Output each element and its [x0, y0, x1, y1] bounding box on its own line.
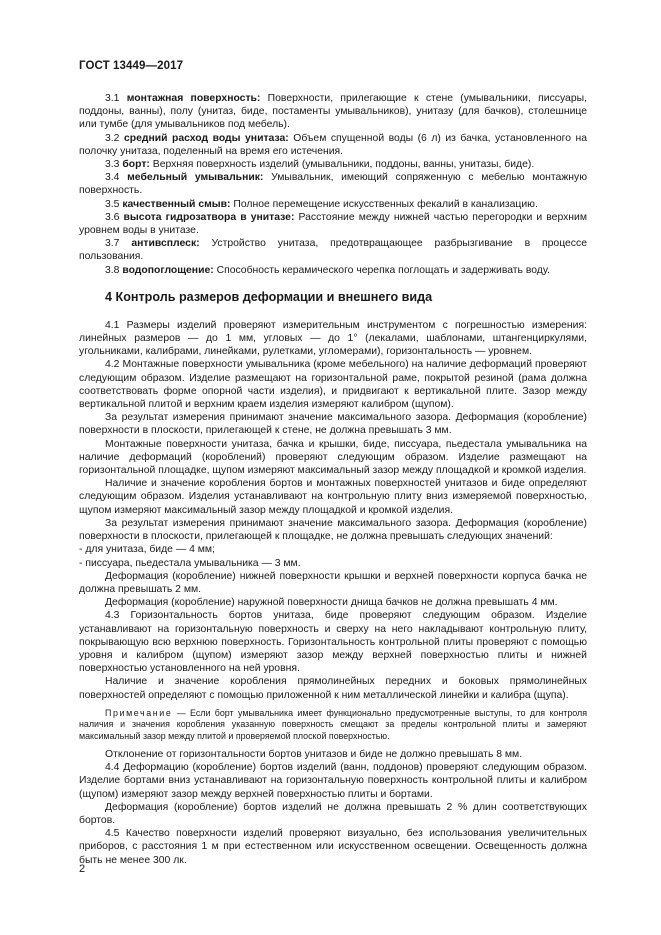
paragraph-4-2e: За результат измерения принимают значение максимального зазора. Деформация (коробление) поверхности в плоскости, прилегающей к площадке, не должна превышать следующих значений: — [79, 517, 587, 543]
paragraph-4-2d: Наличие и значение коробления бортов и монтажных поверхностей унитазов и биде определяют следующим образом. Изделия устанавливают на контрольную плиту вниз измеряемой поверхностью, щупом измеряют максимальный зазор между площадкой и кромкой изделия. — [79, 478, 587, 516]
list-item: - для унитаза, биде — 4 мм; — [79, 544, 215, 556]
definition-3-2: 3.2 средний расход воды унитаза: Объем спущенной воды (6 л) из бачка, установленного на полочку унитаза, поделенный на время его истечения. — [79, 132, 587, 157]
note-label: Примечание — [105, 707, 173, 718]
paragraph-4-3c: Отклонение от горизонтальности бортов унитазов и биде не должно превышать 8 мм. — [105, 748, 523, 760]
page-number: 2 — [79, 863, 86, 875]
paragraph-4-3b: Наличие и значение коробления прямолинейных передних и боковых прямолинейных поверхностей определяют с помощью приложенной к ним металлической линейки и калибра (щупа). — [79, 676, 587, 701]
document-body — [79, 92, 587, 867]
paragraph-4-3: 4.3 Горизонтальность бортов унитаза, биде проверяют следующим образом. Изделие устанавливают на горизонтальную поверхность и сверху на него накладывают контрольную плиту, покрывающую всю верхнюю поверхность. Горизонтальность контрольной плиты проверяют с помощью уровня и калибром (щупом) измеряют зазор между верхней поверхностью плиты и нижней поверхностью установленного на ней уровня. — [79, 610, 587, 675]
term: водопоглощение: — [122, 264, 214, 276]
paragraph-4-4: 4.4 Деформацию (коробление) бортов изделий (ванн, поддонов) проверяют следующим образом. Изделие бортами вниз устанавливают на горизонтальную поверхность контрольной плиты и калибром (щупом) измеряют зазор между верхней поверхностью плиты и бортами. — [79, 762, 587, 800]
section-4-title: 4 Контроль размеров деформации и внешнего вида — [105, 289, 433, 304]
definition-3-5: 3.5 качественный смыв: Полное перемещение искусственных фекалий в канализацию. — [105, 198, 538, 210]
list-item: - писсуара, пьедестала умывальника — 3 мм. — [79, 557, 301, 569]
definition-3-7: 3.7 антивсплеск: Устройство унитаза, предотвращающее разбрызгивание в процессе пользования. — [79, 238, 587, 263]
definition-3-8: 3.8 водопоглощение: Способность керамического черепка поглощать и задерживать воду. — [105, 264, 550, 276]
paragraph-4-2g: Деформация (коробление) наружной поверхности днища бачков не должна превышать 4 мм. — [105, 597, 558, 609]
note-text: — Если борт умывальника имеет функционально предусмотренные выступы, то для контроля наличия и значения коробления указанную поверхность смещают за пределы контрольной плиты и замеряют максимальный зазор между плитой и проверяемой плоской поверхностью. — [79, 707, 587, 741]
term: борт: — [122, 159, 150, 171]
paragraph-4-1: 4.1 Размеры изделий проверяют измерительным инструментом с погрешностью измерения: линейных размеров — до 1 мм, угловых — до 1° (лекалами, шаблонами, штангенциркулями, угольниками, калибрами, линейками, рулетками, угломерами), горизонтальность — уровнем. — [79, 319, 587, 358]
term: антивсплеск: — [131, 238, 200, 250]
definition-3-1: 3.1 монтажная поверхность: Поверхности, прилегающие к стене (умывальники, писсуары, поддоны, ванны), полу (унитаз, биде, постаменты умывальников), унитазу (для бачков), столешнице или тумбе (для умывальников под мебель). — [79, 93, 587, 131]
document-header: ГОСТ 13449—2017 — [79, 60, 184, 72]
paragraph-4-2c: Монтажные поверхности унитаза, бачка и крышки, биде, писсуара, пьедестала умывальника на наличие деформаций (короблений) проверяют следующим образом. Изделие размещают на горизонтальной площадке, щупом измеряют максимальный зазор между площадкой и кромкой изделия. — [79, 438, 587, 477]
definition-3-6: 3.6 высота гидрозатвора в унитазе: Расстояние между нижней частью перегородки и верхним уровнем воды в унитазе. — [79, 211, 587, 237]
term: качественный смыв: — [122, 198, 231, 210]
paragraph-4-2: 4.2 Монтажные поверхности умывальника (кроме мебельного) на наличие деформаций проверяют следующим образом. Изделие размещают на горизонтальной раме, покрытой резиной (рама должна соответствовать форме опорной части изделия), и придвигают к вертикальной плите. Зазор между вертикальной плитой и верхним краем изделия измеряют калибром (щупом). — [79, 359, 587, 411]
paragraph-4-2f: Деформация (коробление) нижней поверхности крышки и верхней поверхности корпуса бачка не должна превышать 2 мм. — [79, 570, 587, 595]
note — [79, 708, 587, 742]
term: высота гидрозатвора в унитазе: — [123, 211, 295, 223]
definition-3-3: 3.3 борт: Верхняя поверхность изделий (умывальники, поддоны, ванны, унитазы, биде). — [105, 159, 535, 171]
term: монтажная поверхность: — [126, 93, 261, 104]
term: мебельный умывальник: — [127, 172, 264, 184]
paragraph-4-5: 4.5 Качество поверхности изделий проверяют визуально, без использования увеличительных приборов, с расстояния 1 м при естественном или искусственном освещении. Освещенность должна быть не менее 300 лк. — [79, 828, 587, 866]
paragraph-4-2b: За результат измерения принимают значение максимального зазора. Деформация (коробление) поверхности в плоскости, прилегающей к стене, не должна превышать 3 мм. — [79, 412, 587, 437]
paragraph-4-4b: Деформация (коробление) бортов изделий не должна превышать 2 % длин соответствующих бортов. — [79, 801, 587, 826]
definition-3-4: 3.4 мебельный умывальник: Умывальник, имеющий сопряженную с мебелью монтажную поверхность. — [79, 172, 588, 197]
term: средний расход воды унитаза: — [123, 132, 289, 144]
